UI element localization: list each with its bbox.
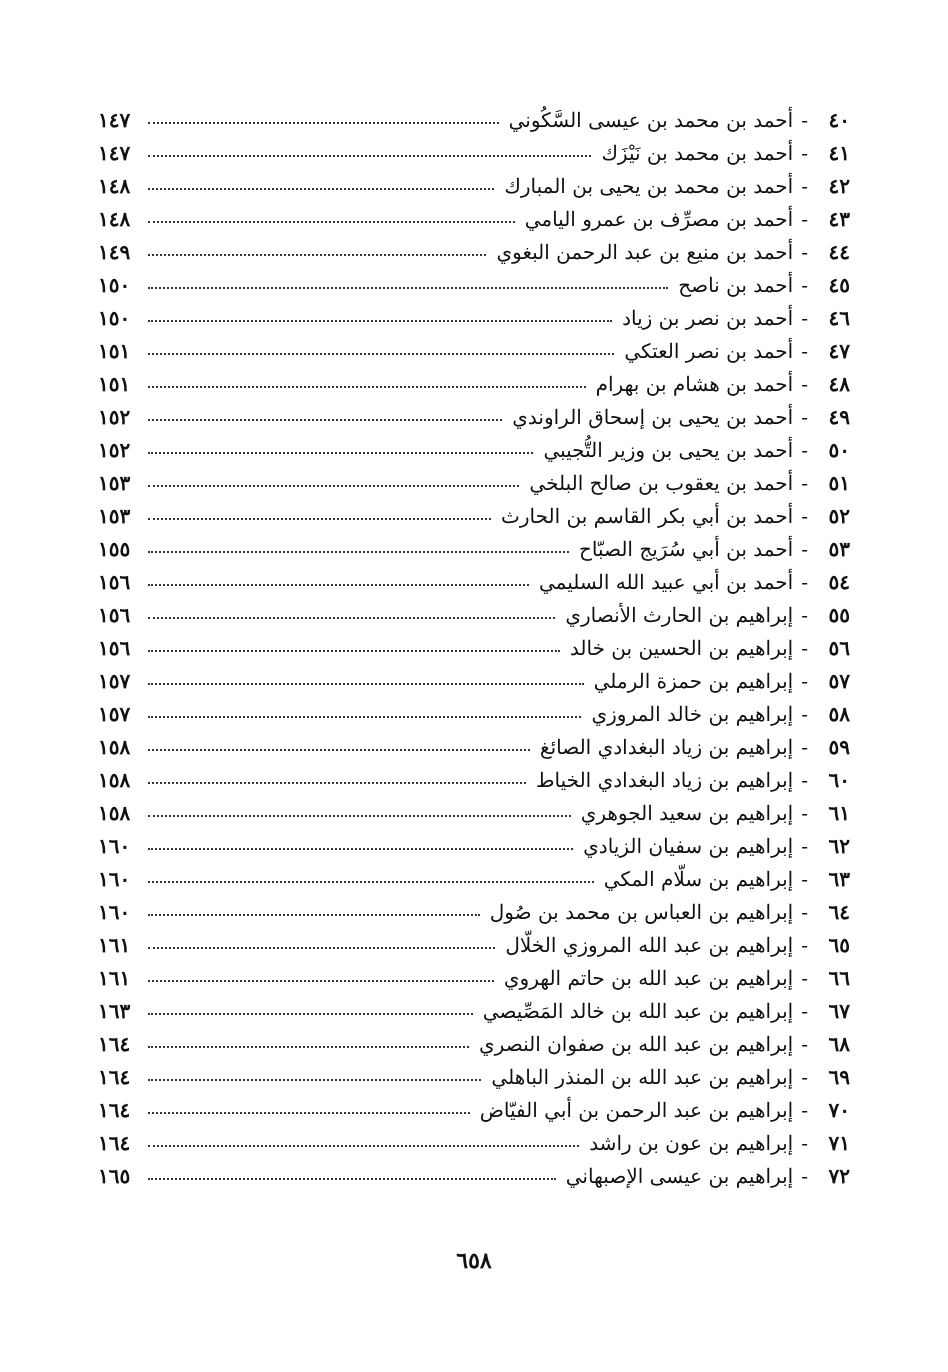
entry-page-number: ١٥٦ (98, 569, 131, 594)
index-entry (98, 1093, 850, 1126)
index-entry (98, 631, 850, 664)
entry-name: أحمد بن أبي بكر القاسم بن الحارث (501, 503, 794, 528)
entry-number: ٦٤ (828, 899, 850, 924)
dot-leader (148, 188, 494, 190)
dot-leader (148, 617, 555, 619)
entry-separator: - (801, 1097, 808, 1122)
index-entry (98, 1027, 850, 1060)
index-entry (98, 829, 850, 862)
entry-separator: - (801, 404, 808, 429)
entry-page-number: ١٥٠ (98, 272, 131, 297)
dot-leader (148, 254, 486, 256)
entry-number: ٤٠ (828, 107, 850, 132)
entry-separator: - (801, 965, 808, 990)
entry-name: إبراهيم بن خالد المروزي (591, 701, 794, 726)
entry-separator: - (801, 305, 808, 330)
entry-separator: - (801, 932, 808, 957)
entry-page-number: ١٦٣ (98, 998, 131, 1023)
index-entry (98, 565, 850, 598)
entry-name: أحمد بن محمد بن يحيى بن المبارك (504, 173, 794, 198)
dot-leader (148, 1178, 556, 1180)
index-entry (98, 697, 850, 730)
entry-number: ٥١ (828, 470, 850, 495)
entry-number: ٦٩ (828, 1064, 850, 1089)
index-entry (98, 862, 850, 895)
dot-leader (148, 485, 519, 487)
entry-number: ٧١ (828, 1130, 850, 1155)
dot-leader (148, 914, 480, 916)
entry-page-number: ١٤٨ (98, 173, 131, 198)
entry-page-number: ١٦٥ (98, 1163, 131, 1188)
dot-leader (148, 1145, 579, 1147)
entry-number: ٦٨ (828, 1031, 850, 1056)
entry-page-number: ١٦١ (98, 965, 131, 990)
dot-leader (148, 980, 494, 982)
dot-leader (148, 1112, 470, 1114)
entry-page-number: ١٥٦ (98, 602, 131, 627)
entry-page-number: ١٦١ (98, 932, 131, 957)
dot-leader (148, 221, 515, 223)
entry-number: ٤٢ (828, 173, 850, 198)
entry-number: ٤٤ (828, 239, 850, 264)
index-entry (98, 103, 850, 136)
entry-number: ٧٠ (828, 1097, 850, 1122)
entry-page-number: ١٥٨ (98, 734, 131, 759)
entry-separator: - (801, 173, 808, 198)
dot-leader (148, 551, 569, 553)
entry-separator: - (801, 371, 808, 396)
dot-leader (148, 1046, 469, 1048)
entry-name: أحمد بن نصر العتكي (624, 338, 794, 363)
entry-name: أحمد بن يحيى بن وزير التُّجيبي (543, 437, 794, 462)
dot-leader (148, 320, 612, 322)
entry-number: ٤١ (828, 140, 850, 165)
index-entry (98, 499, 850, 532)
dot-leader (148, 452, 533, 454)
index-entry (98, 1060, 850, 1093)
entry-name: إبراهيم بن العباس بن محمد بن صُول (489, 899, 794, 924)
entry-number: ٦٦ (828, 965, 850, 990)
entry-page-number: ١٥٧ (98, 668, 131, 693)
dot-leader (148, 848, 573, 850)
entry-number: ٥٨ (828, 701, 850, 726)
index-entry (98, 895, 850, 928)
entry-page-number: ١٥٣ (98, 470, 131, 495)
dot-leader (148, 122, 499, 124)
entry-name: إبراهيم بن عون بن راشد (589, 1130, 794, 1155)
dot-leader (148, 881, 594, 883)
entry-name: إبراهيم بن عبد الله المروزي الخلّال (505, 932, 794, 957)
index-entry (98, 433, 850, 466)
dot-leader (148, 815, 571, 817)
dot-leader (148, 419, 502, 421)
index-entry (98, 268, 850, 301)
entry-separator: - (801, 866, 808, 891)
dot-leader (148, 584, 529, 586)
entry-name: إبراهيم بن عبد الله بن حاتم الهروي (503, 965, 794, 990)
entry-number: ٤٣ (828, 206, 850, 231)
entry-separator: - (801, 668, 808, 693)
entry-name: أحمد بن محمد بن نَيْزَك (601, 140, 794, 165)
entry-name: أحمد بن أبي سُرَيج الصبّاح (578, 536, 794, 561)
index-entry (98, 301, 850, 334)
entry-name: أحمد بن مصرِّف بن عمرو اليامي (524, 206, 794, 231)
index-entry (98, 1159, 850, 1192)
entry-separator: - (801, 899, 808, 924)
entry-name: أحمد بن يعقوب بن صالح البلخي (529, 470, 794, 495)
entry-number: ٥٥ (828, 602, 850, 627)
index-entry (98, 730, 850, 763)
entry-name: إبراهيم بن الحسين بن خالد (569, 635, 794, 660)
entry-separator: - (801, 338, 808, 363)
index-entry (98, 994, 850, 1027)
entry-number: ٦٧ (828, 998, 850, 1023)
entry-name: إبراهيم بن حمزة الرملي (593, 668, 794, 693)
entry-separator: - (801, 1130, 808, 1155)
entry-separator: - (801, 602, 808, 627)
entry-page-number: ١٤٩ (98, 239, 131, 264)
entry-separator: - (801, 800, 808, 825)
entry-number: ٥٣ (828, 536, 850, 561)
entry-number: ٥٩ (828, 734, 850, 759)
entry-name: إبراهيم بن عبد الله بن المنذر الباهلي (491, 1064, 794, 1089)
entry-separator: - (801, 1064, 808, 1089)
entry-page-number: ١٦٤ (98, 1130, 131, 1155)
entry-separator: - (801, 635, 808, 660)
entry-number: ٥٢ (828, 503, 850, 528)
dot-leader (148, 518, 491, 520)
entry-number: ٥٧ (828, 668, 850, 693)
entry-page-number: ١٥٣ (98, 503, 131, 528)
entry-page-number: ١٥٥ (98, 536, 131, 561)
entry-separator: - (801, 701, 808, 726)
dot-leader (148, 155, 591, 157)
entry-separator: - (801, 239, 808, 264)
entry-number: ٥٦ (828, 635, 850, 660)
entry-number: ٤٦ (828, 305, 850, 330)
entry-number: ٦١ (828, 800, 850, 825)
entry-page-number: ١٥٠ (98, 305, 131, 330)
entry-separator: - (801, 140, 808, 165)
entry-page-number: ١٤٨ (98, 206, 131, 231)
index-entry (98, 400, 850, 433)
index-list (98, 103, 850, 1192)
dot-leader (148, 386, 586, 388)
dot-leader (148, 683, 584, 685)
index-entry (98, 961, 850, 994)
entry-name: أحمد بن محمد بن عيسى السَّكُوني (508, 107, 794, 132)
entry-name: أحمد بن هشام بن بهرام (595, 371, 794, 396)
entry-page-number: ١٦٠ (98, 833, 131, 858)
page-number: ٦٥٨ (456, 1248, 492, 1274)
entry-number: ٦٣ (828, 866, 850, 891)
entry-number: ٦٠ (828, 767, 850, 792)
entry-name: أحمد بن ناصح (678, 272, 794, 297)
entry-page-number: ١٦٠ (98, 866, 131, 891)
dot-leader (148, 1013, 473, 1015)
entry-page-number: ١٥٢ (98, 404, 131, 429)
entry-page-number: ١٦٠ (98, 899, 131, 924)
entry-number: ٧٢ (828, 1163, 850, 1188)
entry-number: ٥٠ (828, 437, 850, 462)
index-entry (98, 367, 850, 400)
entry-name: إبراهيم بن عبد الرحمن بن أبي الفيّاض (479, 1097, 794, 1122)
entry-number: ٦٥ (828, 932, 850, 957)
entry-separator: - (801, 734, 808, 759)
entry-page-number: ١٦٤ (98, 1097, 131, 1122)
entry-page-number: ١٥١ (98, 371, 131, 396)
entry-name: إبراهيم بن زياد البغدادي الخياط (536, 767, 794, 792)
entry-separator: - (801, 767, 808, 792)
entry-separator: - (801, 503, 808, 528)
entry-separator: - (801, 206, 808, 231)
entry-name: إبراهيم بن عبد الله بن صفوان النصري (479, 1031, 794, 1056)
dot-leader (148, 650, 560, 652)
dot-leader (148, 749, 530, 751)
entry-name: إبراهيم بن سلّام المكي (603, 866, 794, 891)
entry-separator: - (801, 536, 808, 561)
entry-separator: - (801, 569, 808, 594)
entry-separator: - (801, 833, 808, 858)
entry-name: إبراهيم بن عبد الله بن خالد المَصِّيصي (482, 998, 794, 1023)
entry-name: أحمد بن منيع بن عبد الرحمن البغوي (496, 239, 794, 264)
entry-name: إبراهيم بن سفيان الزيادي (583, 833, 794, 858)
entry-name: أحمد بن يحيى بن إسحاق الراوندي (512, 404, 794, 429)
entry-page-number: ١٦٤ (98, 1064, 131, 1089)
entry-number: ٥٤ (828, 569, 850, 594)
entry-separator: - (801, 107, 808, 132)
entry-separator: - (801, 272, 808, 297)
entry-number: ٤٩ (828, 404, 850, 429)
entry-page-number: ١٥٢ (98, 437, 131, 462)
entry-separator: - (801, 1163, 808, 1188)
entry-name: إبراهيم بن سعيد الجوهري (580, 800, 794, 825)
dot-leader (148, 947, 495, 949)
entry-name: إبراهيم بن زياد البغدادي الصائغ (539, 734, 794, 759)
entry-page-number: ١٥٧ (98, 701, 131, 726)
entry-separator: - (801, 998, 808, 1023)
index-entry (98, 235, 850, 268)
entry-page-number: ١٥٨ (98, 800, 131, 825)
entry-page-number: ١٥٨ (98, 767, 131, 792)
entry-page-number: ١٦٤ (98, 1031, 131, 1056)
index-entry (98, 664, 850, 697)
entry-name: أحمد بن نصر بن زياد (622, 305, 794, 330)
entry-separator: - (801, 470, 808, 495)
entry-page-number: ١٥١ (98, 338, 131, 363)
entry-number: ٦٢ (828, 833, 850, 858)
dot-leader (148, 1079, 481, 1081)
entry-number: ٤٨ (828, 371, 850, 396)
index-entry (98, 796, 850, 829)
index-entry (98, 136, 850, 169)
dot-leader (148, 353, 614, 355)
index-entry (98, 1126, 850, 1159)
index-entry (98, 598, 850, 631)
entry-number: ٤٥ (828, 272, 850, 297)
dot-leader (148, 716, 581, 718)
index-entry (98, 202, 850, 235)
index-entry (98, 928, 850, 961)
dot-leader (148, 287, 668, 289)
entry-page-number: ١٥٦ (98, 635, 131, 660)
index-entry (98, 169, 850, 202)
entry-separator: - (801, 437, 808, 462)
entry-page-number: ١٤٧ (98, 107, 131, 132)
entry-name: إبراهيم بن الحارث الأنصاري (565, 602, 794, 627)
index-entry (98, 334, 850, 367)
entry-page-number: ١٤٧ (98, 140, 131, 165)
entry-separator: - (801, 1031, 808, 1056)
entry-name: أحمد بن أبي عبيد الله السليمي (539, 569, 794, 594)
index-entry (98, 763, 850, 796)
entry-number: ٤٧ (828, 338, 850, 363)
index-entry (98, 532, 850, 565)
index-entry (98, 466, 850, 499)
dot-leader (148, 782, 526, 784)
entry-name: إبراهيم بن عيسى الإصبهاني (565, 1163, 794, 1188)
